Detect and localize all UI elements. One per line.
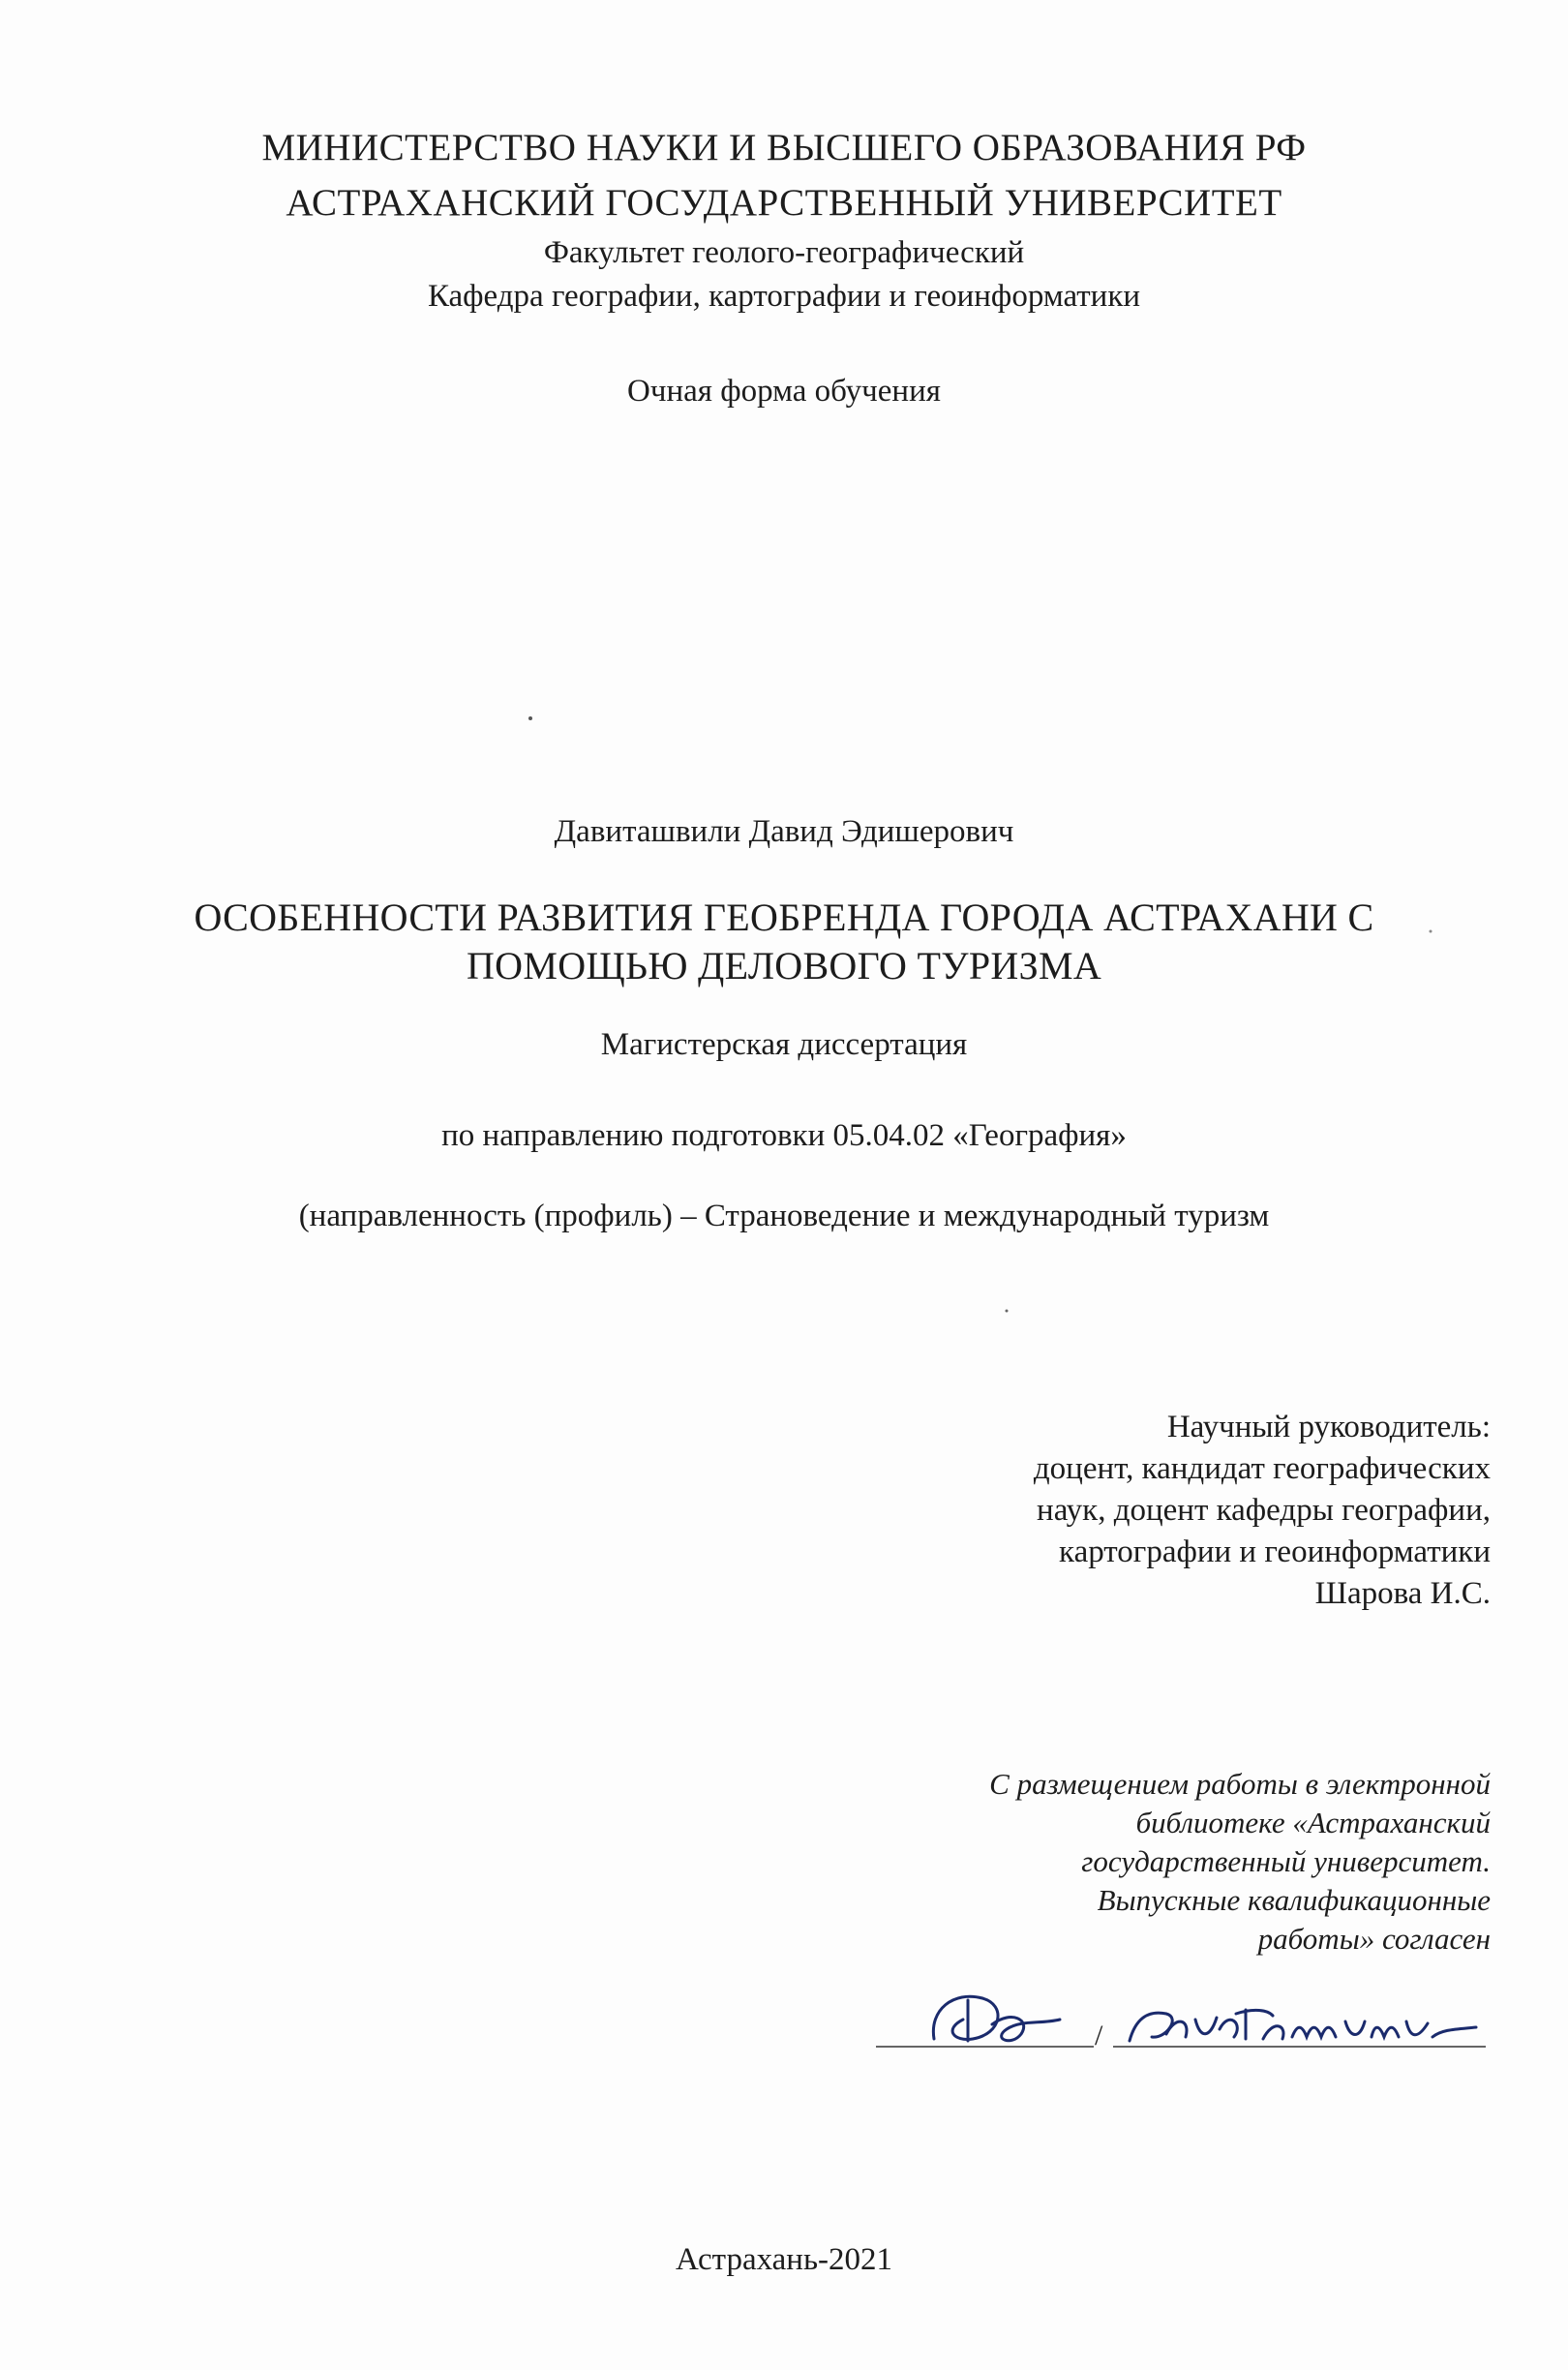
signature-graphic: [876, 1981, 1491, 2058]
consent-line2: библиотеке «Астраханский: [1135, 1806, 1491, 1839]
author-name: Давиташвили Давид Эдишерович: [554, 814, 1014, 849]
supervisor-line2: наук, доцент кафедры географии,: [1037, 1493, 1491, 1528]
handwritten-surname-icon: [1130, 2010, 1476, 2041]
department-heading: Кафедра географии, картографии и геоинформатики: [427, 279, 1141, 314]
thesis-title-line1: ОСОБЕННОСТИ РАЗВИТИЯ ГЕОБРЕНДА ГОРОДА АСТРАХАНИ С: [194, 896, 1374, 939]
supervisor-line1: доцент, кандидат географических: [1033, 1451, 1491, 1486]
consent-line5: работы» согласен: [1257, 1922, 1491, 1956]
profile: (направленность (профиль) – Страноведение и международный туризм: [298, 1199, 1270, 1233]
city-year: Астрахань-2021: [675, 2242, 893, 2277]
consent-line1: С размещением работы в электронной: [989, 1767, 1491, 1801]
university-heading: АСТРАХАНСКИЙ ГОСУДАРСТВЕННЫЙ УНИВЕРСИТЕТ: [286, 182, 1282, 224]
supervisor-label: Научный руководитель:: [1166, 1410, 1491, 1444]
thesis-title-line2: ПОМОЩЬЮ ДЕЛОВОГО ТУРИЗМА: [466, 944, 1102, 988]
ministry-heading: МИНИСТЕРСТВО НАУКИ И ВЫСШЕГО ОБРАЗОВАНИЯ РФ: [261, 127, 1307, 168]
consent-line3: государственный университет.: [1081, 1844, 1491, 1878]
faculty-heading: Факультет геолого-географический: [543, 235, 1025, 270]
supervisor-block: [755, 1407, 1491, 1615]
signature-initials-icon: [933, 1996, 1060, 2041]
supervisor-line3: картографии и геоинформатики: [1059, 1534, 1491, 1569]
work-type: Магистерская диссертация: [600, 1027, 968, 1062]
study-form: Очная форма обучения: [627, 374, 941, 409]
consent-block: [755, 1765, 1491, 1959]
supervisor-name: Шарова И.С.: [1314, 1576, 1491, 1611]
signature-separator: /: [1095, 2020, 1103, 2051]
direction: по направлению подготовки 05.04.02 «География»: [441, 1118, 1127, 1153]
signature-area: [876, 1981, 1491, 2058]
consent-line4: Выпускные квалификационные: [1097, 1883, 1491, 1917]
